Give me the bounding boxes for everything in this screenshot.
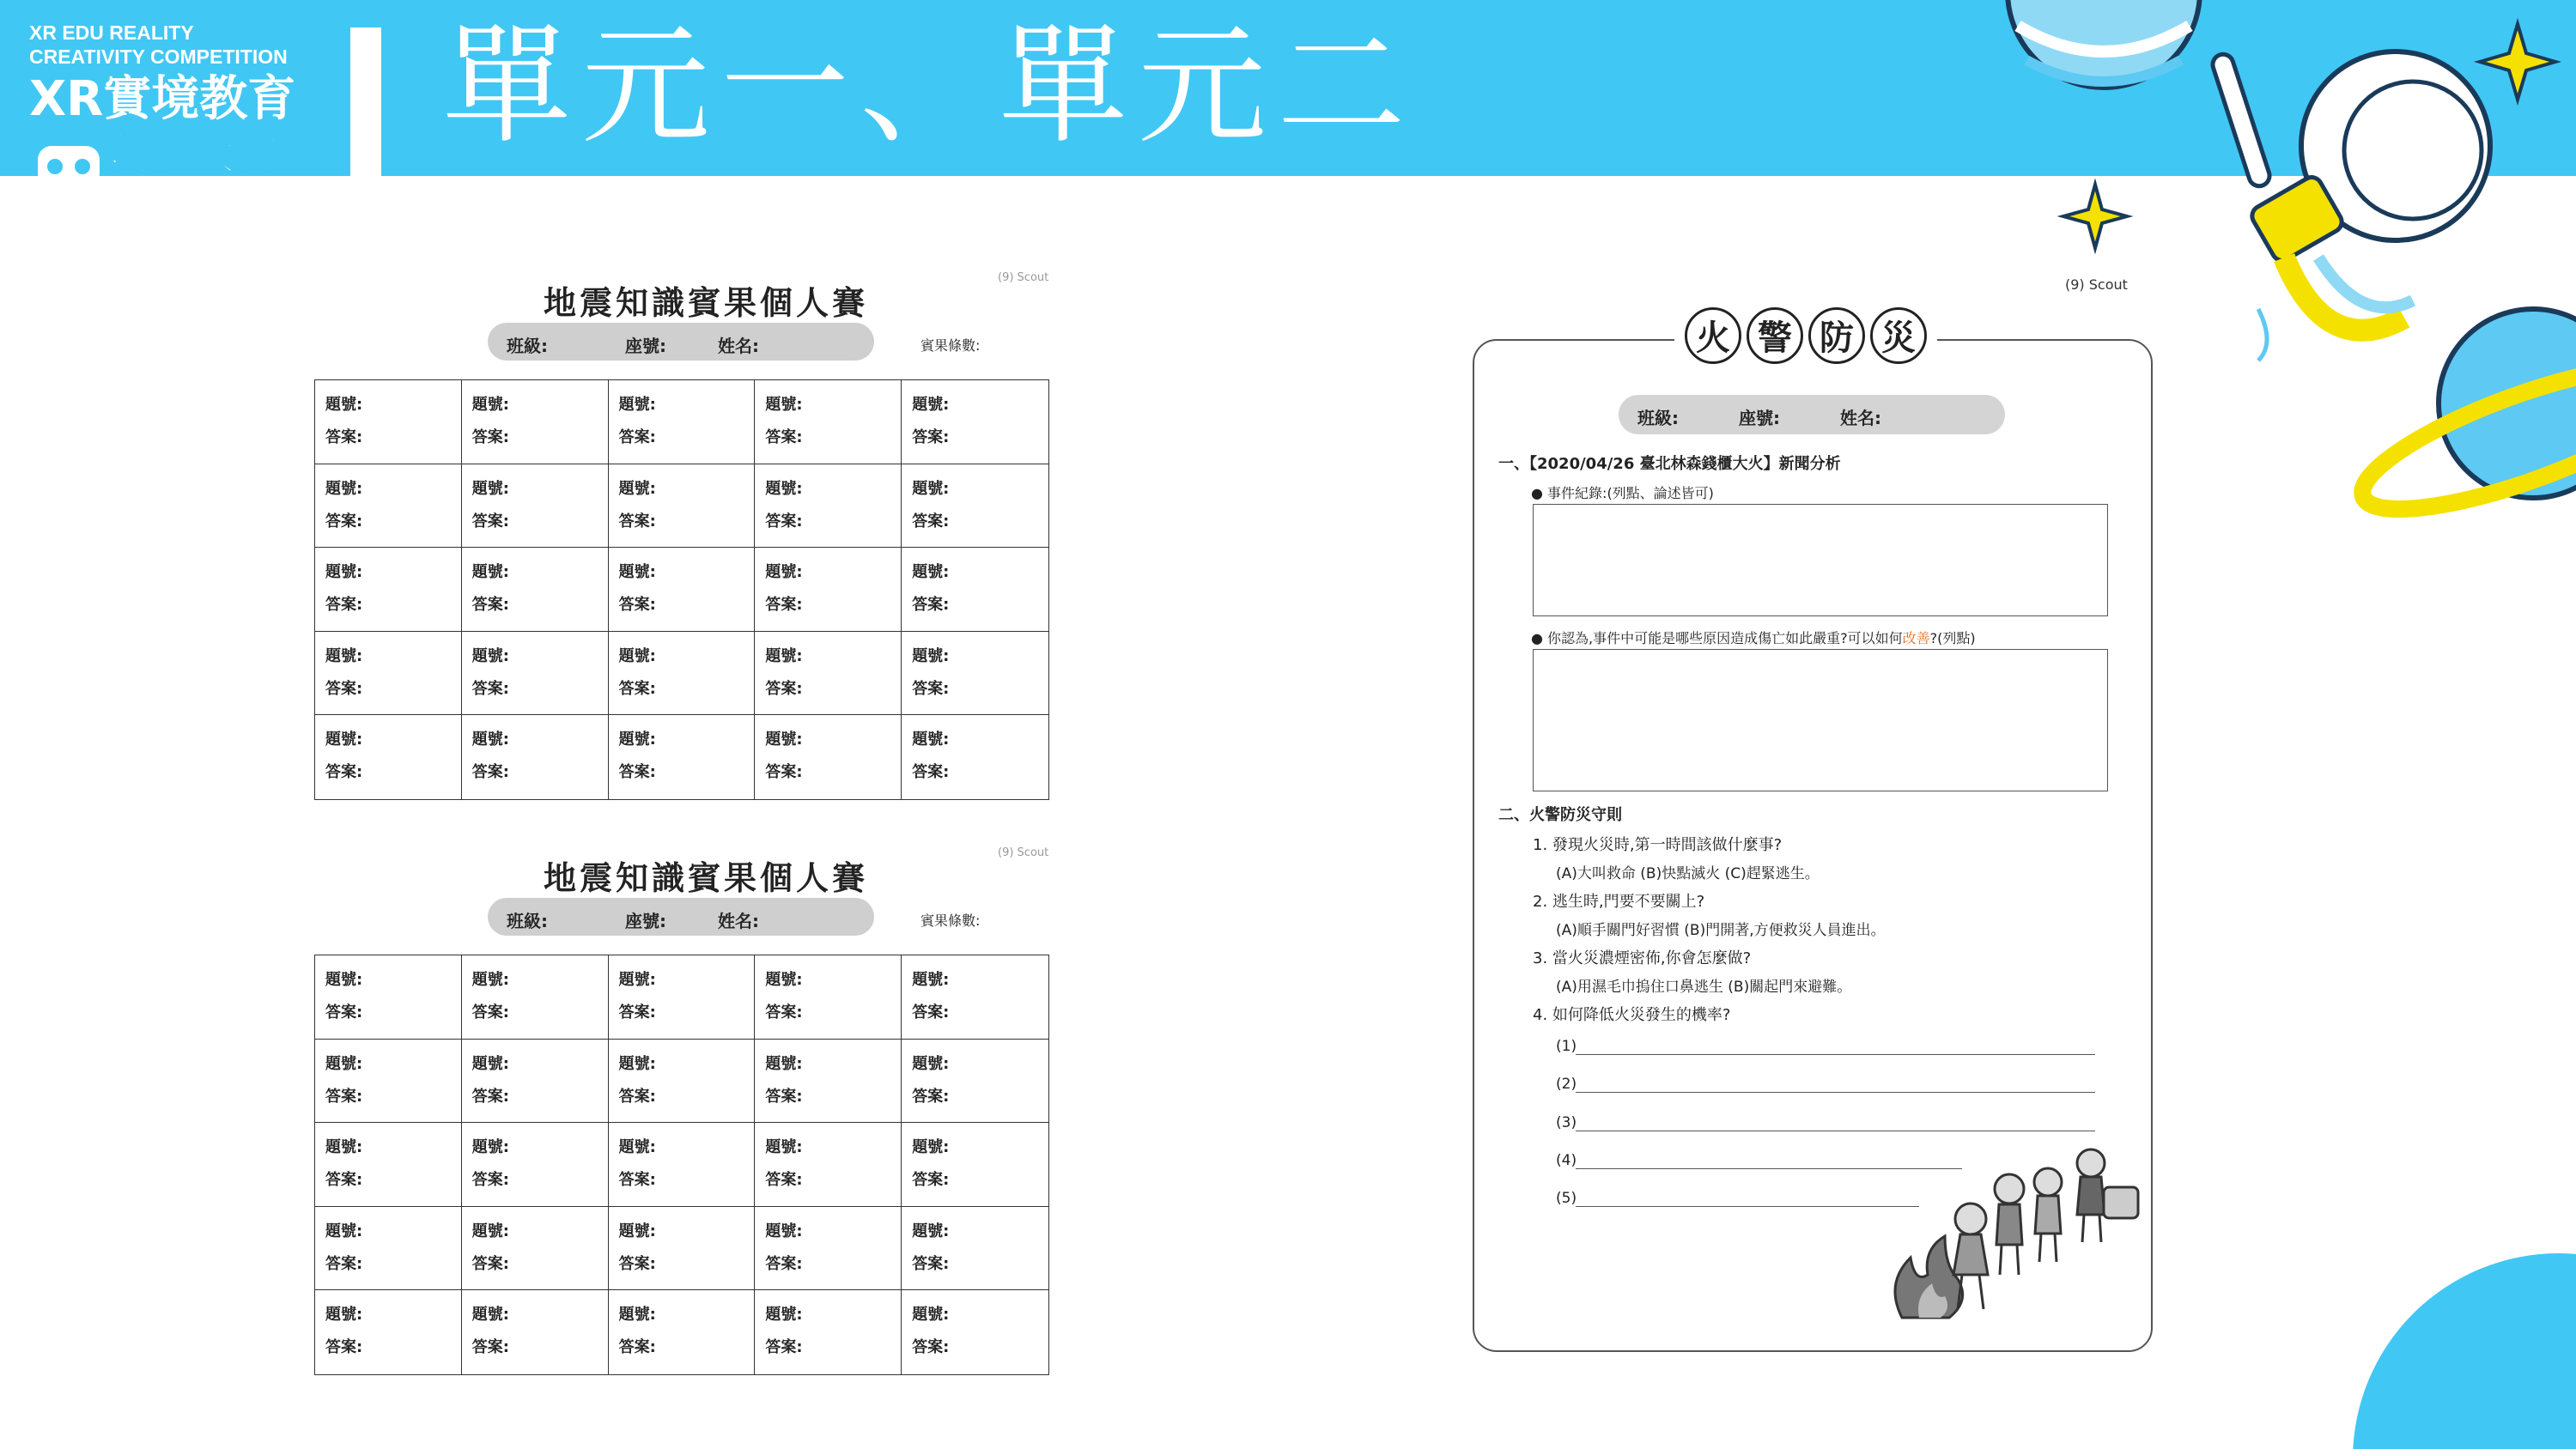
question-number-label: 題號: — [912, 479, 950, 498]
answer-cell — [315, 1040, 462, 1124]
title-char: 災 — [1870, 307, 1927, 364]
name-label: 姓名: — [718, 911, 759, 931]
question-2: 2. 逃生時,門要不要關上? — [1533, 893, 1705, 911]
answer-label: 答案: — [471, 1003, 509, 1022]
answer-label: 答案: — [471, 428, 509, 446]
question-number-label: 題號: — [912, 396, 950, 414]
sparkle-star-icon — [2063, 185, 2127, 248]
question-number-label: 題號: — [618, 1306, 656, 1325]
ringed-planet-icon — [2348, 309, 2576, 532]
answer-label: 答案: — [765, 1171, 803, 1190]
title-char: 火 — [1685, 307, 1741, 364]
answer-label: 答案: — [765, 1003, 803, 1022]
answer-cell — [609, 1123, 756, 1207]
question-number-label: 題號: — [325, 971, 363, 989]
title-divider — [350, 27, 381, 208]
question-1: 1. 發現火災時,第一時間該做什麼事? — [1533, 836, 1783, 854]
causes-answer-box — [1533, 649, 2108, 791]
bingo-score-sheet-2 — [311, 846, 1084, 1418]
answer-label: 答案: — [325, 1338, 363, 1357]
answer-label: 答案: — [471, 596, 509, 615]
student-info-bar — [488, 898, 874, 936]
blank-label: (2) — [1556, 1076, 1577, 1093]
answer-cell — [902, 548, 1048, 632]
seat-label: 座號: — [1739, 408, 1780, 428]
answer-label: 答案: — [912, 679, 950, 698]
answer-cell — [315, 464, 462, 549]
question-number-label: 題號: — [618, 396, 656, 414]
name-label: 姓名: — [1840, 408, 1881, 428]
question-number-label: 題號: — [325, 731, 363, 749]
answer-cell — [462, 380, 609, 464]
answer-cell — [315, 380, 462, 464]
blank-label: (1) — [1556, 1038, 1577, 1055]
answer-cell — [315, 715, 462, 799]
question-number-label: 題號: — [325, 1138, 363, 1157]
answer-label: 答案: — [618, 679, 656, 698]
question-number-label: 題號: — [325, 646, 363, 665]
answer-cell — [609, 1207, 756, 1291]
answer-cell — [902, 1040, 1048, 1124]
answer-label: 答案: — [912, 512, 950, 530]
question-number-label: 題號: — [912, 1306, 950, 1325]
answer-cell — [609, 380, 756, 464]
answer-label: 答案: — [618, 1338, 656, 1357]
answer-cell — [755, 632, 902, 716]
question-number-label: 題號: — [471, 731, 509, 749]
answer-label: 答案: — [765, 1087, 803, 1106]
astronaut-icon — [2210, 52, 2490, 361]
answer-cell — [755, 1207, 902, 1291]
answer-label: 答案: — [912, 1003, 950, 1022]
question-number-label: 題號: — [325, 479, 363, 498]
answer-blank — [1576, 1054, 2095, 1055]
bingo-score-sheet-1 — [311, 271, 1084, 843]
question-number-label: 題號: — [325, 1306, 363, 1325]
vr-glasses-icon — [34, 137, 103, 197]
question-2-options: (A)順手關門好習慣 (B)門開著,方便救災人員進出。 — [1556, 922, 1886, 939]
logo-english-text: XR EDU REALITY CREATIVITY COMPETITION — [29, 21, 288, 68]
question-number-label: 題號: — [618, 563, 656, 582]
answer-label: 答案: — [912, 763, 950, 782]
question-number-label: 題號: — [765, 731, 803, 749]
sheet-title: 地震知識賓果個人賽 — [543, 283, 868, 322]
answer-cell — [609, 632, 756, 716]
student-info-bar — [488, 323, 874, 361]
question-number-label: 題號: — [912, 731, 950, 749]
answer-label: 答案: — [325, 596, 363, 615]
bingo-count-label: 賓果條數: — [920, 337, 981, 354]
answer-label: 答案: — [618, 596, 656, 615]
answer-label: 答案: — [618, 512, 656, 530]
seat-label: 座號: — [625, 911, 666, 931]
question-number-label: 題號: — [325, 563, 363, 582]
sheet-title: 地震知識賓果個人賽 — [543, 858, 868, 897]
answer-cell — [462, 548, 609, 632]
question-number-label: 題號: — [618, 1138, 656, 1157]
question-number-label: 題號: — [765, 563, 803, 582]
question-number-label: 題號: — [765, 646, 803, 665]
scout-mark: (9) Scout — [998, 271, 1049, 284]
question-number-label: 題號: — [471, 1138, 509, 1157]
answer-cell — [609, 548, 756, 632]
answer-label: 答案: — [471, 1171, 509, 1190]
answer-cell — [902, 632, 1048, 716]
question-number-label: 題號: — [618, 479, 656, 498]
answer-label: 答案: — [912, 428, 950, 446]
answer-label: 答案: — [765, 596, 803, 615]
answer-cell — [462, 1207, 609, 1291]
answer-cell — [315, 1290, 462, 1374]
sparkle-star-icon — [2480, 24, 2555, 100]
question-number-label: 題號: — [471, 646, 509, 665]
answer-cell — [609, 1040, 756, 1124]
question-number-label: 題號: — [912, 971, 950, 989]
question-4: 4. 如何降低火災發生的機率? — [1533, 1006, 1731, 1024]
answer-label: 答案: — [471, 763, 509, 782]
answer-label: 答案: — [471, 512, 509, 530]
answer-grid — [314, 379, 1049, 800]
question-number-label: 題號: — [618, 731, 656, 749]
question-number-label: 題號: — [325, 1054, 363, 1073]
answer-label: 答案: — [325, 428, 363, 446]
question-1-options: (A)大叫救命 (B)快點滅火 (C)趕緊逃生。 — [1556, 865, 1820, 882]
worksheet-title — [1674, 307, 1937, 364]
answer-cell — [902, 1207, 1048, 1291]
question-number-label: 題號: — [471, 1306, 509, 1325]
title-char: 防 — [1808, 307, 1865, 364]
answer-label: 答案: — [618, 1171, 656, 1190]
logo-chinese-line1: XR實境教育 — [29, 71, 296, 127]
answer-cell — [755, 464, 902, 549]
worksheet-info-bar — [1619, 395, 2005, 434]
answer-cell — [755, 955, 902, 1040]
answer-cell — [902, 715, 1048, 799]
fire-icon — [1895, 1236, 1963, 1318]
blank-label: (4) — [1556, 1152, 1577, 1169]
question-number-label: 題號: — [765, 396, 803, 414]
answer-cell — [609, 464, 756, 549]
answer-label: 答案: — [618, 428, 656, 446]
answer-label: 答案: — [765, 428, 803, 446]
answer-label: 答案: — [471, 679, 509, 698]
answer-blank — [1576, 1206, 1919, 1207]
question-number-label: 題號: — [912, 563, 950, 582]
corner-planet-icon — [2336, 1236, 2576, 1449]
question-number-label: 題號: — [912, 1054, 950, 1073]
question-number-label: 題號: — [325, 396, 363, 414]
seat-label: 座號: — [625, 336, 666, 356]
answer-cell — [755, 1040, 902, 1124]
answer-cell — [315, 1207, 462, 1291]
bingo-count-label: 賓果條數: — [920, 912, 981, 929]
bullet-causes-suffix: ?(列點) — [1929, 630, 1976, 646]
title-char: 警 — [1747, 307, 1803, 364]
answer-grid — [314, 955, 1049, 1375]
question-number-label: 題號: — [471, 479, 509, 498]
question-number-label: 題號: — [912, 1222, 950, 1240]
question-number-label: 題號: — [471, 1054, 509, 1073]
striped-planet-icon — [2008, 0, 2200, 88]
question-number-label: 題號: — [765, 1054, 803, 1073]
answer-cell — [755, 1290, 902, 1374]
answer-label: 答案: — [325, 512, 363, 530]
bullet-causes-highlight: 改善 — [1902, 630, 1930, 646]
answer-label: 答案: — [912, 1254, 950, 1273]
name-label: 姓名: — [718, 336, 759, 356]
answer-label: 答案: — [618, 1003, 656, 1022]
answer-cell — [902, 380, 1048, 464]
class-label: 班級: — [1637, 408, 1679, 428]
class-label: 班級: — [507, 336, 548, 356]
question-number-label: 題號: — [765, 1306, 803, 1325]
answer-cell — [902, 464, 1048, 549]
event-record-box — [1533, 504, 2108, 616]
answer-cell — [462, 715, 609, 799]
question-number-label: 題號: — [765, 479, 803, 498]
answer-cell — [902, 1290, 1048, 1374]
answer-cell — [315, 548, 462, 632]
logo-chinese-line2: 創意大賞 — [106, 130, 278, 179]
question-number-label: 題號: — [618, 646, 656, 665]
answer-blank — [1576, 1092, 2095, 1093]
answer-cell — [315, 1123, 462, 1207]
answer-cell — [462, 1290, 609, 1374]
question-3: 3. 當火災濃煙密佈,你會怎麼做? — [1533, 949, 1752, 967]
answer-cell — [609, 715, 756, 799]
question-number-label: 題號: — [471, 971, 509, 989]
answer-label: 答案: — [765, 1338, 803, 1357]
answer-cell — [902, 955, 1048, 1040]
child-figure-icon — [2077, 1149, 2138, 1242]
answer-cell — [462, 632, 609, 716]
answer-label: 答案: — [912, 1338, 950, 1357]
answer-label: 答案: — [325, 1254, 363, 1273]
worksheet-scout-mark: (9) Scout — [2065, 276, 2128, 293]
answer-cell — [462, 1040, 609, 1124]
question-number-label: 題號: — [618, 1222, 656, 1240]
answer-label: 答案: — [325, 679, 363, 698]
answer-cell — [609, 955, 756, 1040]
answer-label: 答案: — [618, 763, 656, 782]
page-title: 單元一、單元二 — [442, 12, 1417, 161]
question-number-label: 題號: — [618, 1054, 656, 1073]
answer-cell — [755, 548, 902, 632]
answer-cell — [609, 1290, 756, 1374]
answer-cell — [462, 1123, 609, 1207]
section-2-heading: 二、火警防災守則 — [1498, 806, 1622, 824]
answer-label: 答案: — [325, 1087, 363, 1106]
answer-label: 答案: — [471, 1338, 509, 1357]
answer-cell — [755, 715, 902, 799]
question-number-label: 題號: — [471, 1222, 509, 1240]
answer-cell — [902, 1123, 1048, 1207]
question-number-label: 題號: — [325, 1222, 363, 1240]
bullet-event-record: ● 事件紀錄:(列點、論述皆可) — [1531, 485, 1714, 501]
blank-label: (5) — [1556, 1190, 1577, 1207]
answer-cell — [755, 1123, 902, 1207]
answer-label: 答案: — [765, 763, 803, 782]
question-number-label: 題號: — [912, 646, 950, 665]
answer-label: 答案: — [765, 512, 803, 530]
class-label: 班級: — [507, 911, 548, 931]
child-figure-icon — [2034, 1168, 2062, 1262]
question-3-options: (A)用濕毛巾摀住口鼻逃生 (B)關起門來避難。 — [1556, 979, 1852, 996]
answer-label: 答案: — [471, 1254, 509, 1273]
bullet-causes-text: ● 你認為,事件中可能是哪些原因造成傷亡如此嚴重?可以如何 — [1531, 630, 1903, 646]
answer-cell — [462, 464, 609, 549]
answer-label: 答案: — [325, 1171, 363, 1190]
answer-label: 答案: — [618, 1087, 656, 1106]
answer-label: 答案: — [471, 1087, 509, 1106]
answer-cell — [755, 380, 902, 464]
bullet-causes — [1531, 627, 1976, 647]
question-number-label: 題號: — [471, 396, 509, 414]
answer-label: 答案: — [325, 1003, 363, 1022]
answer-label: 答案: — [618, 1254, 656, 1273]
child-figure-icon — [1995, 1174, 2024, 1275]
question-number-label: 題號: — [765, 1222, 803, 1240]
question-number-label: 題號: — [912, 1138, 950, 1157]
answer-cell — [462, 955, 609, 1040]
answer-label: 答案: — [912, 1171, 950, 1190]
competition-logo — [0, 0, 382, 179]
answer-label: 答案: — [765, 679, 803, 698]
child-figure-icon — [1953, 1203, 1988, 1309]
section-1-heading: 一、【2020/04/26 臺北林森錢櫃大火】新聞分析 — [1498, 455, 1841, 473]
answer-label: 答案: — [912, 1087, 950, 1106]
answer-cell — [315, 632, 462, 716]
blank-label: (3) — [1556, 1114, 1577, 1131]
question-number-label: 題號: — [471, 563, 509, 582]
question-number-label: 題號: — [765, 971, 803, 989]
answer-label: 答案: — [325, 763, 363, 782]
question-number-label: 題號: — [618, 971, 656, 989]
firefighting-children-illustration — [1885, 1137, 2142, 1326]
answer-label: 答案: — [765, 1254, 803, 1273]
answer-label: 答案: — [912, 596, 950, 615]
question-number-label: 題號: — [765, 1138, 803, 1157]
scout-mark: (9) Scout — [998, 846, 1049, 859]
answer-cell — [315, 955, 462, 1040]
